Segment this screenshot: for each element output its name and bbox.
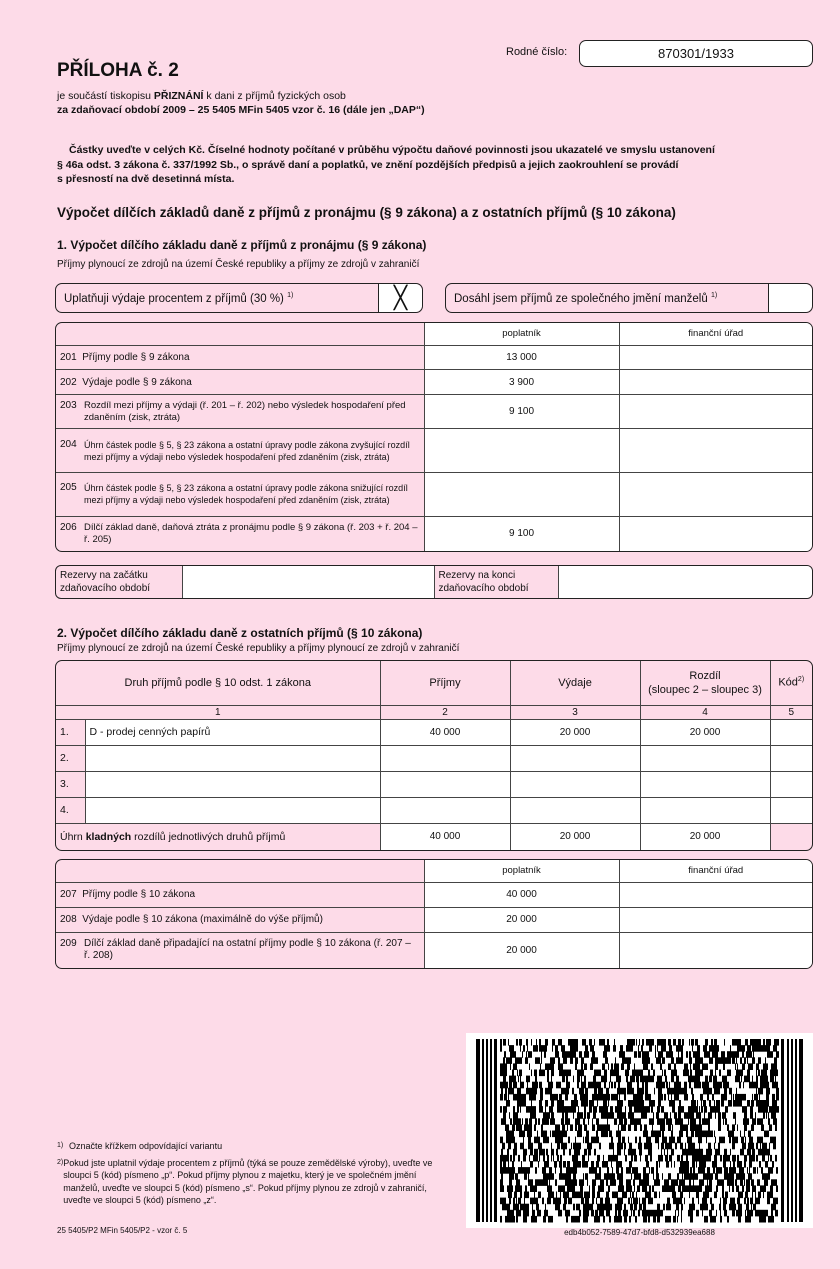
col-prijmy: Příjmy bbox=[380, 661, 510, 705]
urad-cell[interactable] bbox=[619, 932, 812, 968]
urad-cell[interactable] bbox=[619, 907, 812, 932]
table-row: 209 Dílčí základ daně připadající na ostatní příjmy podle § 10 zákona (ř. 207 – ř. 208) 20 000 bbox=[56, 932, 812, 968]
urad-cell[interactable] bbox=[619, 882, 812, 907]
table-row: 205 Úhrn částek podle § 5, § 23 zákona a ostatní úpravy podle zákona snižující rozdíl mezi příjmy a výdaji nebo výsledek hospodaření před zdaněním (zisk, ztráta) bbox=[56, 473, 812, 517]
table-row: 206 Dílčí základ daně, daňová ztráta z pronájmu podle § 9 zákona (ř. 203 + ř. 204 – ř. 205) 9 100 bbox=[56, 516, 812, 551]
page-subtitle: je součástí tiskopisu PŘIZNÁNÍ k dani z příjmů fyzických osob za zdaňovací období 2009 – 25 5405 MFin 5405 vzor č. 16 (dále jen „DAP“) bbox=[57, 90, 425, 116]
rezervy-row bbox=[55, 565, 813, 599]
kod-cell[interactable] bbox=[770, 719, 812, 745]
vydaje-cell[interactable]: 20 000 bbox=[510, 719, 640, 745]
form-footer-code: 25 5405/P2 MFin 5405/P2 - vzor č. 5 bbox=[57, 1226, 188, 1235]
total-rozdil[interactable]: 20 000 bbox=[640, 823, 770, 850]
section1-heading: 1. Výpočet dílčího základu daně z příjmů z pronájmu (§ 9 zákona) bbox=[57, 238, 427, 252]
rozdil-cell[interactable] bbox=[640, 745, 770, 771]
table-row: 204 Úhrn částek podle § 5, § 23 zákona a ostatní úpravy podle zákona zvyšující rozdíl mezi příjmy a výdaji nebo výsledek hospodaření před zdaněním (zisk, ztráta) bbox=[56, 429, 812, 473]
rodne-cislo-label: Rodné číslo: bbox=[506, 46, 568, 58]
footnote: 1) Označte křížkem odpovídající variantu bbox=[57, 1141, 223, 1151]
footnotes bbox=[57, 1140, 447, 1207]
section2-note: Příjmy plynoucí ze zdrojů na území České republiky a příjmy plynoucí ze zdrojů v zahraničí bbox=[57, 643, 460, 654]
table-row: 1. D - prodej cenných papírů 40 000 20 000 20 000 bbox=[56, 719, 812, 745]
prijmy-cell[interactable] bbox=[380, 797, 510, 823]
druh-cell[interactable] bbox=[85, 745, 380, 771]
urad-cell[interactable] bbox=[619, 345, 812, 369]
col-financni-urad: finanční úřad bbox=[619, 860, 812, 882]
value-cell[interactable]: 9 100 bbox=[424, 394, 619, 429]
col-kod: Kód$^{2)}$ bbox=[770, 661, 812, 705]
rozdil-cell[interactable] bbox=[640, 771, 770, 797]
option-percent-expenses: Uplatňuji výdaje procentem z příjmů (30 %) $^{1)}$ ╳ bbox=[55, 283, 423, 313]
value-cell[interactable]: 20 000 bbox=[424, 932, 619, 968]
section2-heading: 2. Výpočet dílčího základu daně z ostatních příjmů (§ 10 zákona) bbox=[57, 626, 423, 640]
barcode-image bbox=[466, 1033, 813, 1228]
option-joint-property: Dosáhl jsem příjmů ze společného jmění manželů $^{1)}$ bbox=[445, 283, 813, 313]
vydaje-cell[interactable] bbox=[510, 797, 640, 823]
kod-cell[interactable] bbox=[770, 771, 812, 797]
urad-cell[interactable] bbox=[619, 516, 812, 551]
rezervy-end-label: Rezervy na konci zdaňovacího období bbox=[434, 566, 558, 598]
value-cell[interactable]: 9 100 bbox=[424, 516, 619, 551]
druh-cell[interactable]: D - prodej cenných papírů bbox=[85, 719, 380, 745]
footnote: 2) Pokud jste uplatnil výdaje procentem z příjmů (týká se pouze zemědělské výroby), uveďte ve sloupci 5 (kód) písmeno „p“. Pokud příjmy plynou z majetku, který je ve společném jmění manželů, uveďte ve sloupci 5 (kód) písmeno „s“. Pokud příjmy plynou ze zdrojů v zahraničí, uveďte ve sloupci 5 (kód) písmeno „z“. bbox=[57, 1157, 433, 1205]
table-row: 203 Rozdíl mezi příjmy a výdaji (ř. 201 – ř. 202) nebo výsledek hospodaření před zdaněním (zisk, ztráta) 9 100 bbox=[56, 394, 812, 429]
value-cell[interactable]: 13 000 bbox=[424, 345, 619, 369]
section2-summary-table bbox=[55, 859, 813, 969]
vydaje-cell[interactable] bbox=[510, 771, 640, 797]
table-row: 4. bbox=[56, 797, 812, 823]
page-title: PŘÍLOHA č. 2 bbox=[57, 60, 179, 81]
col-financni-urad: finanční úřad bbox=[619, 323, 812, 345]
rezervy-start-label: Rezervy na začátku zdaňovacího období bbox=[56, 566, 182, 598]
urad-cell[interactable] bbox=[619, 370, 812, 394]
total-prijmy[interactable]: 40 000 bbox=[380, 823, 510, 850]
rozdil-cell[interactable] bbox=[640, 797, 770, 823]
col-poplatnik: poplatník bbox=[424, 860, 619, 882]
table-row: 3. bbox=[56, 771, 812, 797]
druh-cell[interactable] bbox=[85, 797, 380, 823]
total-row bbox=[56, 823, 812, 850]
prijmy-cell[interactable] bbox=[380, 745, 510, 771]
value-cell[interactable]: 40 000 bbox=[424, 882, 619, 907]
rozdil-cell[interactable]: 20 000 bbox=[640, 719, 770, 745]
urad-cell[interactable] bbox=[619, 429, 812, 473]
total-vydaje[interactable]: 20 000 bbox=[510, 823, 640, 850]
rodne-cislo-field[interactable]: 870301/1933 bbox=[579, 40, 813, 67]
urad-cell[interactable] bbox=[619, 473, 812, 517]
table-row: 207 Příjmy podle § 10 zákona 40 000 bbox=[56, 882, 812, 907]
table-row: 2. bbox=[56, 745, 812, 771]
table-row: 201 Příjmy podle § 9 zákona 13 000 bbox=[56, 345, 812, 369]
rezervy-start-field[interactable] bbox=[182, 566, 434, 598]
section1-table bbox=[55, 322, 813, 552]
table-row: 202 Výdaje podle § 9 zákona 3 900 bbox=[56, 370, 812, 394]
kod-cell[interactable] bbox=[770, 797, 812, 823]
value-cell[interactable]: 20 000 bbox=[424, 907, 619, 932]
vydaje-cell[interactable] bbox=[510, 745, 640, 771]
value-cell[interactable] bbox=[424, 473, 619, 517]
urad-cell[interactable] bbox=[619, 394, 812, 429]
rezervy-end-field[interactable] bbox=[558, 566, 812, 598]
col-rozdil: Rozdíl (sloupec 2 – sloupec 3) bbox=[640, 661, 770, 705]
main-heading: Výpočet dílčích základů daně z příjmů z pronájmu (§ 9 zákona) a z ostatních příjmů (§ 10 zákona) bbox=[57, 205, 676, 220]
section1-note: Příjmy plynoucí ze zdrojů na území České republiky a příjmy ze zdrojů v zahraničí bbox=[57, 259, 420, 270]
option-percent-expenses-checkbox[interactable]: ╳ bbox=[378, 284, 422, 312]
section2-table: Druh příjmů podle § 10 odst. 1 zákona Příjmy Výdaje Rozdíl (sloupec 2 – sloupec 3) Kód$^{2)}$ 1 2 3 4 5 1. D - prodej cenných papírů 40 000 20 000 20 000 2. 3. 4. Úhrn kladných rozdílů jednotlivých druhů příjmů 40 000 20 000 20 000 bbox=[55, 660, 813, 851]
total-label: Úhrn kladných rozdílů jednotlivých druhů příjmů bbox=[56, 823, 380, 850]
prijmy-cell[interactable]: 40 000 bbox=[380, 719, 510, 745]
option-joint-property-checkbox[interactable] bbox=[768, 284, 812, 312]
intro-text: Částky uveďte v celých Kč. Číselné hodnoty počítané v průběhu výpočtu daňové povinnosti jsou ukazatelé ve smyslu ustanovení § 46a odst. 3 zákona č. 337/1992 Sb., o správě daní a poplatků, ve znění pozdějších předpisů a jejich zaokrouhlení se provádí s přesností na dvě desetinná místa. bbox=[57, 144, 715, 185]
col-poplatnik: poplatník bbox=[424, 323, 619, 345]
value-cell[interactable] bbox=[424, 429, 619, 473]
col-vydaje: Výdaje bbox=[510, 661, 640, 705]
col-druh: Druh příjmů podle § 10 odst. 1 zákona bbox=[56, 661, 380, 705]
table-row: 208 Výdaje podle § 10 zákona (maximálně do výše příjmů) 20 000 bbox=[56, 907, 812, 932]
kod-cell[interactable] bbox=[770, 745, 812, 771]
barcode-id: edb4b052-7589-47d7-bfd8-d532939ea688 bbox=[564, 1228, 715, 1237]
prijmy-cell[interactable] bbox=[380, 771, 510, 797]
druh-cell[interactable] bbox=[85, 771, 380, 797]
value-cell[interactable]: 3 900 bbox=[424, 370, 619, 394]
